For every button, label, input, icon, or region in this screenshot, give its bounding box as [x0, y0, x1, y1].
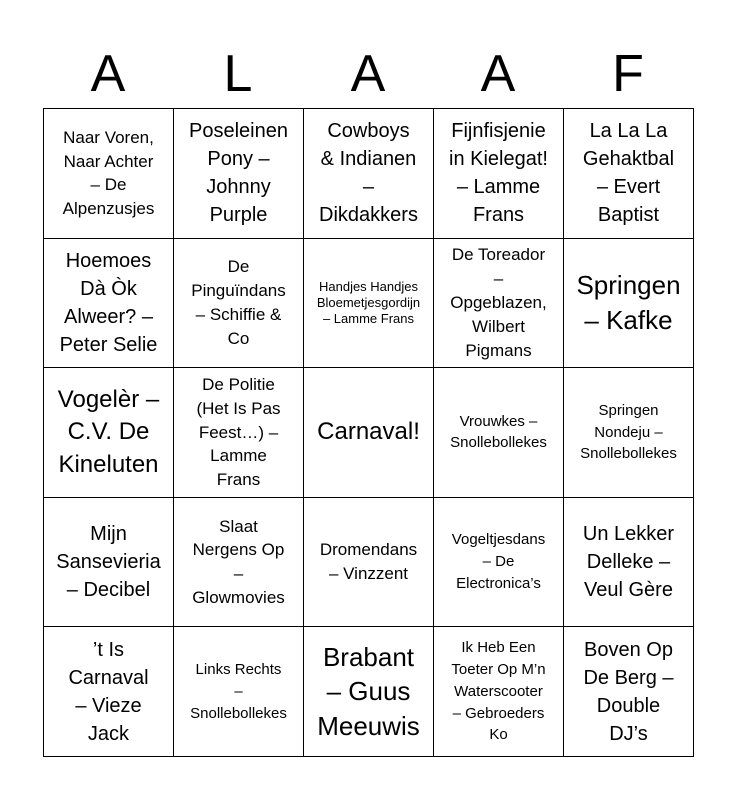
cell-text: Slaat Nergens Op – Glowmovies: [192, 516, 285, 607]
bingo-cell[interactable]: [304, 498, 434, 628]
cell-text: De Pinguïndans – Schiffie & Co: [191, 257, 286, 348]
cell-text: Fijnfisjenie in Kielegat! – Lamme Frans: [449, 120, 548, 227]
cell-text: Springen Nondeju – Snollebollekes: [580, 401, 677, 463]
cell-text: Cowboys & Indianen – Dikdakkers: [319, 120, 418, 227]
bingo-cell[interactable]: [434, 368, 564, 498]
cell-text: Vrouwkes – Snollebollekes: [450, 412, 547, 452]
header-letter: F: [612, 45, 644, 103]
cell-text: La La La Gehaktbal – Evert Baptist: [582, 120, 675, 227]
bingo-cell[interactable]: [44, 239, 174, 369]
cell-text: Vogelèr – C.V. De Kineluten: [57, 385, 160, 478]
cell-text: Hoemoes Dà Òk Alweer? – Peter Selie: [59, 249, 158, 356]
bingo-cell[interactable]: [564, 109, 694, 239]
bingo-cell[interactable]: [304, 109, 434, 239]
cell-text: Boven Op De Berg – Double DJ’s: [583, 638, 674, 745]
cell-text: Dromendans – Vinzzent: [319, 540, 418, 584]
bingo-cell[interactable]: [44, 498, 174, 628]
cell-text: De Toreador – Opgeblazen, Wilbert Pigmans: [450, 245, 547, 360]
cell-text: Brabant – Guus Meeuwis: [317, 641, 420, 741]
bingo-cell[interactable]: [44, 109, 174, 239]
bingo-cell[interactable]: [174, 109, 304, 239]
bingo-cell[interactable]: [174, 368, 304, 498]
bingo-cell[interactable]: [434, 498, 564, 628]
header-letter: L: [223, 45, 253, 103]
cell-text: Springen – Kafke: [576, 270, 681, 335]
cell-text: Ik Heb Een Toeter Op M’n Waterscooter – Gebroeders Ko: [451, 639, 546, 744]
header-letter: A: [480, 45, 516, 103]
cell-text: Naar Voren, Naar Achter – De Alpenzusjes: [62, 127, 155, 219]
bingo-cell[interactable]: [44, 627, 174, 757]
bingo-cell[interactable]: [174, 498, 304, 628]
cell-text: Carnaval!: [317, 418, 420, 446]
cell-text: ’t Is Carnaval – Vieze Jack: [68, 638, 149, 745]
bingo-cell[interactable]: [564, 239, 694, 369]
bingo-cell[interactable]: [564, 498, 694, 628]
bingo-cell[interactable]: [564, 368, 694, 498]
bingo-header: [43, 40, 693, 108]
cell-text: Poseleinen Pony – Johnny Purple: [189, 120, 288, 227]
header-letter: A: [350, 45, 386, 103]
bingo-cell[interactable]: [44, 368, 174, 498]
cell-text: Un Lekker Delleke – Veul Gère: [582, 523, 675, 602]
cell-text: Mijn Sansevieria – Decibel: [56, 523, 161, 602]
bingo-cell[interactable]: [434, 239, 564, 369]
cell-text: Links Rechts – Snollebollekes: [190, 661, 287, 722]
header-letter: A: [90, 45, 126, 103]
bingo-cell[interactable]: [434, 109, 564, 239]
bingo-cell[interactable]: [304, 368, 434, 498]
cell-text: Vogeltjesdans – De Electronica’s: [451, 531, 546, 592]
bingo-cell[interactable]: [174, 239, 304, 369]
bingo-cell[interactable]: [564, 627, 694, 757]
bingo-cell[interactable]: [304, 239, 434, 369]
bingo-cell[interactable]: [174, 627, 304, 757]
cell-text: De Politie (Het Is Pas Feest…) – Lamme Frans: [196, 375, 281, 490]
cell-text: Handjes Handjes Bloemetjesgordijn – Lamme Frans: [316, 278, 421, 327]
bingo-cell[interactable]: [304, 627, 434, 757]
bingo-cell[interactable]: [434, 627, 564, 757]
bingo-board: [43, 108, 694, 757]
